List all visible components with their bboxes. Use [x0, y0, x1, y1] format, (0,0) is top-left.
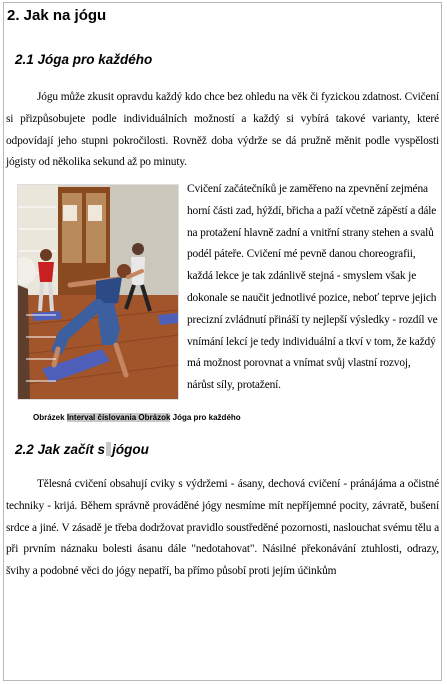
- yoga-photo-illustration: [18, 185, 178, 399]
- document-page: [3, 2, 442, 681]
- section-heading-2: [15, 442, 149, 457]
- paragraph-3: Tělesná cvičení obsahují cviky s výdržemi - ásany, dechová cvičení - pránájáma a očistné techniky - krijá. Během správně prováděné jógy nesmíme mít nepříjemné pocity, závratě, bušení srdce a jiné. V zásadě je třeba dodržovat pravidlo soustředěné pozornosti, naslouchat svému tělu a při prvním náznaku bolesti ásanu dále "nedotahovat". Násilné překonávání ztuhlosti, odrazy, švihy a podobné věci do jógy nepatří, ba přímo působí proti jejím účinkům: [6, 478, 439, 578]
- section-heading-2-part1: 2.2 Jak začít s: [15, 442, 106, 457]
- section-heading-2-part2: jógou: [112, 442, 149, 457]
- figure-caption: [33, 413, 241, 422]
- caption-numbering-field[interactable]: Interval číslovania Obrázok: [66, 413, 171, 422]
- paragraph-1: Jógu může zkusit opravdu každý kdo chce bez ohledu na věk či fyzickou zdatnost. Cvičení si přizpůsobujete podle individuálních možností a každý si vybírá takové varianty, které odpovídají jeho stupni pokročilosti. Rovněž doba výdrže se dá pružně měnit podle vyspělosti jógisty od několika sekund až po minuty.: [6, 91, 439, 169]
- text-cursor: [106, 442, 111, 456]
- caption-text: Jóga pro každého: [172, 413, 241, 422]
- chapter-heading: 2. Jak na jógu: [7, 7, 107, 24]
- yoga-photo[interactable]: [17, 184, 179, 400]
- paragraph-2: Cvičení začátečníků je zaměřeno na zpevnění zejména horní části zad, hýždí, břicha a paží včetně zápěstí a dále na protažení hlavně zadní a vnitřní strany stehen a svalů podél páteře. Cvičení mé pevně danou choreografii, každá lekce je tak zdánlivě stejná - smyslem však je dokonale se naučit jednotlivé pozice, neboť teprve jejich precizní zvládnutí přináší ty nejlepší výsledky - rozdíl ve vnímání lekcí je tedy individuální a tkví v tom, že každý má možnost porovnat a vnímat svůj vlastní rozvoj, nárůst síly, protažení.: [187, 183, 438, 392]
- section-heading-1: 2.1 Jóga pro každého: [15, 52, 153, 67]
- caption-label: Obrázek: [33, 413, 65, 422]
